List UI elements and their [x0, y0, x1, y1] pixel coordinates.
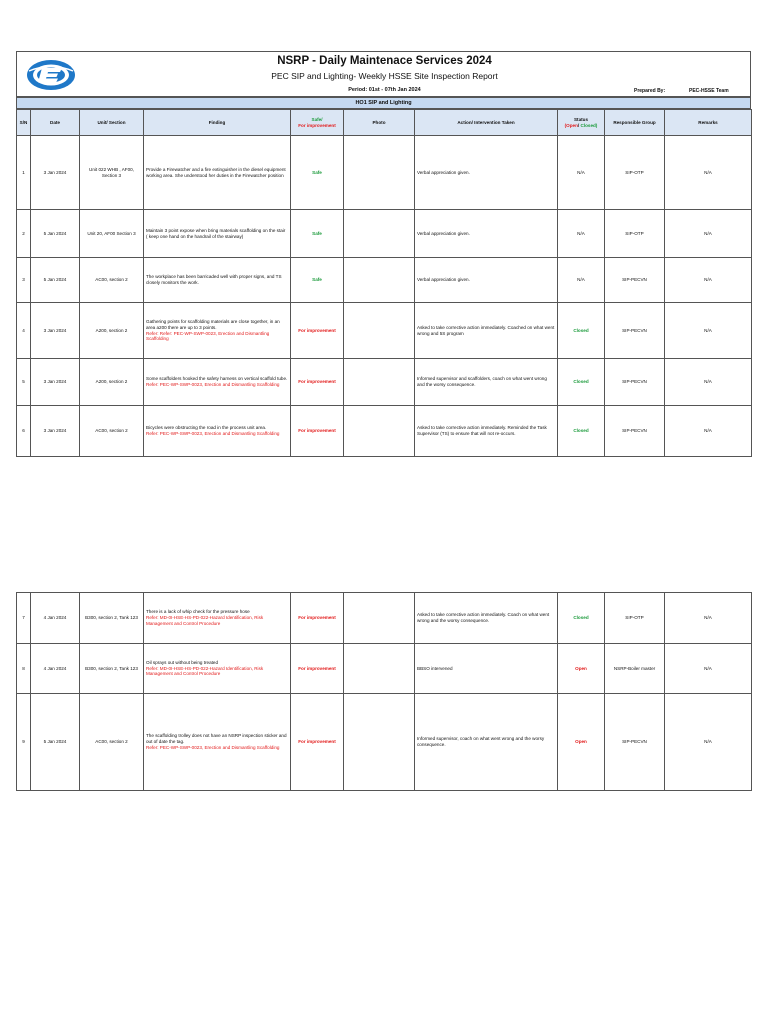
finding-reference: Refer: Refer: PEC-WP-SWP-0023, Erection and Dismantling Scaffolding	[146, 330, 270, 342]
cell-photo	[344, 210, 415, 258]
col-photo-header: Photo	[344, 110, 415, 136]
finding-text: Gathering points for scaffolding materials are close together, in an area a200 there are up to 3 points.	[146, 319, 280, 330]
cell-rating: Safe	[291, 258, 344, 303]
cell-status: Closed	[558, 593, 605, 644]
inspection-table-part1	[16, 109, 751, 457]
cell-photo	[344, 694, 415, 791]
cell-status: Open	[558, 694, 605, 791]
cell-unit: Unit 022 WHB , AF00, Section 3	[80, 136, 144, 210]
cell-action: Asked to take corrective action immediately. Coach on what went wrong and the worsy consequence.	[415, 593, 558, 644]
cell-date: 3 Jan 2024	[31, 406, 80, 457]
finding-text: Maintain 3 point expose when bring materials scaffolding on the stair ( keep one hand on the handrail of the stairway)	[146, 227, 286, 239]
cell-action: Verbal appreciation given.	[415, 258, 558, 303]
cell-status: Closed	[558, 303, 605, 359]
cell-photo	[344, 406, 415, 457]
cell-action: Verbal appreciation given.	[415, 210, 558, 258]
cell-finding	[144, 644, 291, 694]
cell-rating: Safe	[291, 210, 344, 258]
cell-rating: For improvement	[291, 303, 344, 359]
cell-action: Informed supervisor, coach on what went wrong and the worsy consequence.	[415, 694, 558, 791]
cell-date: 3 Jan 2024	[31, 359, 80, 406]
col-group-header: Responsible Group	[605, 110, 665, 136]
col-remarks-header: Remarks	[665, 110, 752, 136]
finding-text: Provide a Firewatcher and a fire extinguisher in the diesel equipment working area. She understood her duties in the Firewatcher position	[146, 166, 286, 178]
finding-reference: Refer: MD-0I-HSE-HS-PD-022-Hazard Identification, Risk Management and Control Procedure	[146, 665, 264, 677]
cell-date: 4 Jan 2024	[31, 593, 80, 644]
cell-unit: A200, section 2	[80, 359, 144, 406]
cell-rating: For improvement	[291, 406, 344, 457]
col-rating-header	[291, 110, 344, 136]
finding-text: The scaffolding trolley does not have an NSRP inspection sticker and out of date the tag.	[146, 733, 287, 745]
cell-rating: Safe	[291, 136, 344, 210]
report-subtitle: PEC SIP and Lighting- Weekly HSSE Site Inspection Report	[271, 71, 498, 81]
finding-reference: Refer: MD-0I-HSE-HS-PD-022-Hazard Identification, Risk Management and Control Procedure	[146, 615, 264, 626]
table-row	[17, 359, 752, 406]
cell-group: SIP-PECVN	[605, 258, 665, 303]
cell-sn: 9	[17, 694, 31, 791]
cell-sn: 1	[17, 136, 31, 210]
table-row	[17, 406, 752, 457]
finding-text: Oil sprays out without being treated	[146, 659, 219, 665]
cell-finding	[144, 694, 291, 791]
prepared-by-value: PEC-HSSE Team	[689, 88, 729, 94]
cell-status: Open	[558, 644, 605, 694]
cell-date: 3 Jan 2024	[31, 303, 80, 359]
cell-remarks: N/A	[665, 593, 752, 644]
cell-group: NSRP-Boiler master	[605, 644, 665, 694]
cell-photo	[344, 136, 415, 210]
cell-unit: A200, section 2	[80, 303, 144, 359]
inspection-table-part2	[16, 592, 751, 791]
cell-date: 5 Jan 2024	[31, 210, 80, 258]
status-sep-legend: /	[577, 122, 581, 128]
cell-remarks: N/A	[665, 406, 752, 457]
col-rating-safe: Safe/	[311, 116, 323, 122]
col-status-legend	[560, 123, 602, 129]
cell-unit: AC00, section 2	[80, 694, 144, 791]
cell-status: N/A	[558, 136, 605, 210]
col-date-header: Date	[31, 110, 80, 136]
report-period: Period: 01st - 07th Jan 2024	[348, 87, 421, 93]
finding-text: Some scaffolders hooked the safety harness on vertical scaffold tube.	[146, 376, 288, 382]
table-row	[17, 694, 752, 791]
cell-remarks: N/A	[665, 258, 752, 303]
cell-remarks: N/A	[665, 303, 752, 359]
cell-rating: For improvement	[291, 593, 344, 644]
cell-unit: B300, section 2, Tank 123	[80, 644, 144, 694]
cell-action: Verbal appreciation given.	[415, 136, 558, 210]
cell-action: Asked to take corrective action immediately. Reminded the Task Supervisor (TS) to ensure that will not re-occurs.	[415, 406, 558, 457]
cell-remarks: N/A	[665, 210, 752, 258]
cell-unit: AC00, section 2	[80, 406, 144, 457]
status-open-legend: (Open	[564, 122, 578, 128]
cell-group: SIP-OTP	[605, 136, 665, 210]
cell-rating: For improvement	[291, 359, 344, 406]
cell-finding	[144, 303, 291, 359]
cell-status: Closed	[558, 406, 605, 457]
cell-date: 3 Jan 2024	[31, 136, 80, 210]
cell-remarks: N/A	[665, 694, 752, 791]
col-sn-header: S/N	[17, 110, 31, 136]
cell-status: N/A	[558, 210, 605, 258]
col-status-header	[558, 110, 605, 136]
col-unit-header: Unit/ Section	[80, 110, 144, 136]
cell-status: N/A	[558, 258, 605, 303]
cell-sn: 8	[17, 644, 31, 694]
cell-remarks: N/A	[665, 359, 752, 406]
cell-date: 4 Jan 2024	[31, 644, 80, 694]
cell-sn: 4	[17, 303, 31, 359]
report-header	[16, 51, 751, 97]
cell-photo	[344, 593, 415, 644]
cell-rating: For improvement	[291, 694, 344, 791]
col-finding-header: Finding	[144, 110, 291, 136]
cell-finding	[144, 210, 291, 258]
cell-sn: 5	[17, 359, 31, 406]
cell-photo	[344, 303, 415, 359]
table-row	[17, 258, 752, 303]
cell-sn: 6	[17, 406, 31, 457]
col-action-header: Action/ Intervention Taken	[415, 110, 558, 136]
cell-remarks: N/A	[665, 644, 752, 694]
cell-group: SIP-PECVN	[605, 303, 665, 359]
cell-status: Closed	[558, 359, 605, 406]
cell-sn: 2	[17, 210, 31, 258]
cell-photo	[344, 258, 415, 303]
report-title: NSRP - Daily Maintenace Services 2024	[277, 55, 492, 67]
status-closed-legend: Closed)	[580, 122, 598, 128]
cell-finding	[144, 136, 291, 210]
cell-action: BBSO intervened	[415, 644, 558, 694]
cell-sn: 7	[17, 593, 31, 644]
table-row	[17, 303, 752, 359]
col-status-title: Status	[573, 116, 589, 122]
finding-reference: Refer: PEC-WP-SWP-0023, Erection and Dismantling Scaffolding	[146, 744, 280, 750]
cell-group: SIP-PECVN	[605, 359, 665, 406]
finding-reference: Refer: PEC-WP-SWP-0023, Erection and Dismantling Scaffolding	[146, 431, 280, 436]
cell-unit: AC00, section 2	[80, 258, 144, 303]
finding-text: Bicycles were obstructing the road in the process unit area.	[146, 425, 267, 431]
table-row	[17, 210, 752, 258]
table-header-row	[17, 110, 752, 136]
table-row	[17, 644, 752, 694]
cell-unit: B300, section 2, Tank 123	[80, 593, 144, 644]
finding-reference: Refer: PEC-WP-SWP-0023, Erection and Dismantling Scaffolding	[146, 382, 280, 387]
cell-finding	[144, 258, 291, 303]
prepared-by-label: Prepared By:	[634, 88, 666, 94]
cell-unit: Unit 20, AF00 Section 3	[80, 210, 144, 258]
cell-finding	[144, 593, 291, 644]
finding-text: There is a lack of whip check for the pressure hose	[146, 609, 250, 615]
section-band: HO1 SIP and Lighting	[16, 97, 751, 109]
table-row	[17, 593, 752, 644]
cell-action: Informed supervisor and scaffolders, coach on what went wrong and the worsy consequence.	[415, 359, 558, 406]
cell-date: 5 Jan 2024	[31, 694, 80, 791]
cell-remarks: N/A	[665, 136, 752, 210]
cell-group: SIP-OTP	[605, 210, 665, 258]
cell-group: SIP-PECVN	[605, 694, 665, 791]
cell-finding	[144, 359, 291, 406]
cell-photo	[344, 644, 415, 694]
cell-date: 5 Jan 2024	[31, 258, 80, 303]
finding-text: The workplace has been barricaded well with proper signs, and TS closely monitors the work.	[146, 274, 282, 285]
cell-rating: For improvement	[291, 644, 344, 694]
cell-photo	[344, 359, 415, 406]
cell-finding	[144, 406, 291, 457]
cell-action: Asked to take corrective action immediately. Coached on what went wrong and 5S program	[415, 303, 558, 359]
col-rating-improvement: For improvement	[298, 122, 336, 128]
cell-group: SIP-OTP	[605, 593, 665, 644]
table-row	[17, 136, 752, 210]
cell-group: SIP-PECVN	[605, 406, 665, 457]
cell-sn: 3	[17, 258, 31, 303]
